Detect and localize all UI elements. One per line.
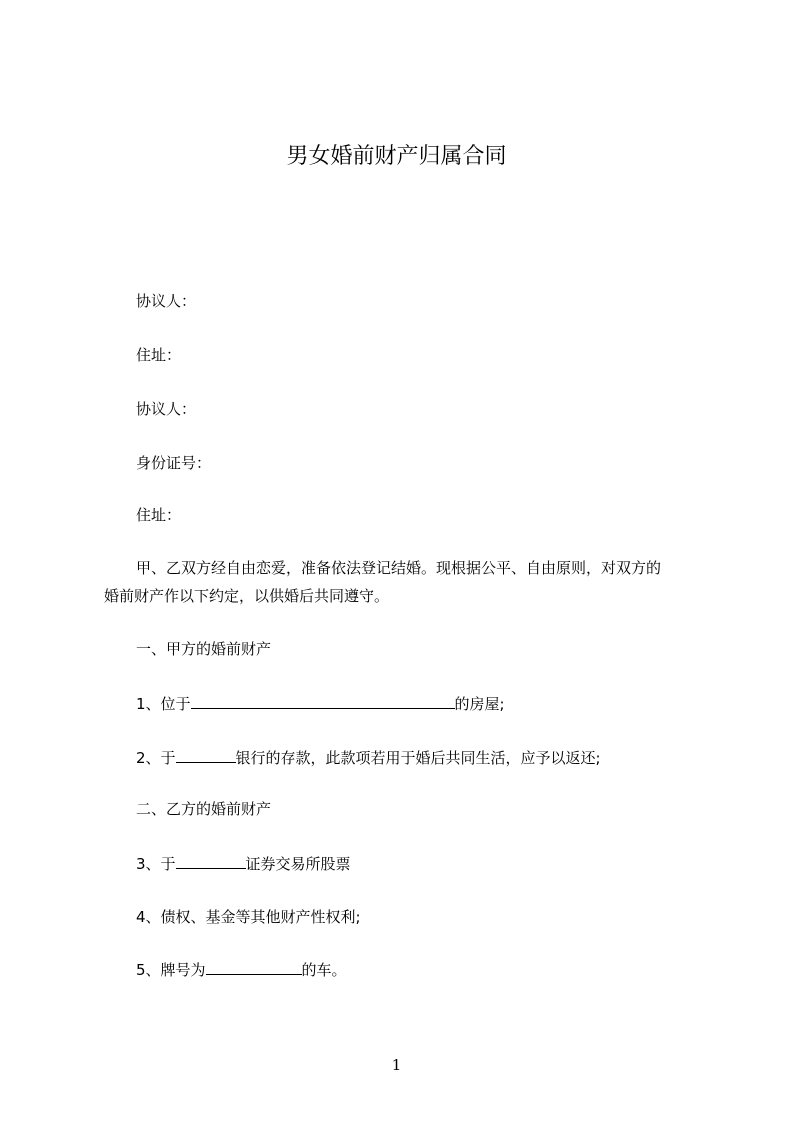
intro-line-1: 甲、乙双方经自由恋爱，准备依法登记结婚。现根据公平、自由原则，对双方的 [136,559,662,577]
address1-label: 住址： [136,346,182,364]
item-3-suffix: 证券交易所股票 [245,855,351,873]
section2-heading: 二、乙方的婚前财产 [136,800,272,818]
section1-heading: 一、甲方的婚前财产 [136,640,272,658]
item-3 [136,852,351,875]
party2-label: 协议人： [136,400,197,418]
item-4: 4、债权、基金等其他财产性权利; [136,908,361,926]
item-1-prefix: 1、位于 [136,695,191,713]
item-2-blank[interactable] [176,746,236,763]
party1-label: 协议人： [136,292,197,310]
item-5 [136,958,347,981]
item-3-prefix: 3、于 [136,855,176,873]
item-1-suffix: 的房屋; [454,695,505,713]
item-2 [136,746,601,769]
item-5-blank[interactable] [206,958,302,975]
item-5-prefix: 5、牌号为 [136,961,206,979]
address2-label: 住址： [136,506,182,524]
item-1-blank[interactable] [191,692,455,709]
page-number: 1 [391,1056,402,1074]
item-2-prefix: 2、于 [136,749,176,767]
intro-paragraph [104,554,704,610]
item-2-suffix: 银行的存款，此款项若用于婚后共同生活，应予以返还; [235,749,601,767]
item-3-blank[interactable] [176,852,246,869]
intro-line-2: 婚前财产作以下约定，以供婚后共同遵守。 [104,587,390,605]
document-title: 男女婚前财产归属合同 [286,144,507,169]
item-5-suffix: 的车。 [301,961,347,979]
item-1 [136,692,505,715]
id-number-label: 身份证号： [136,454,212,472]
